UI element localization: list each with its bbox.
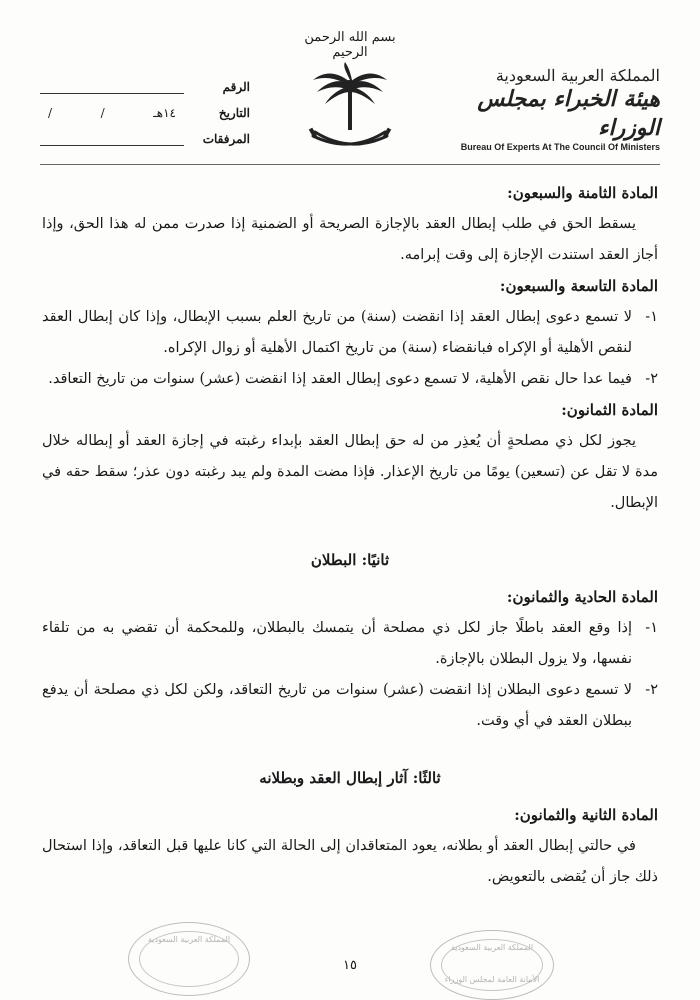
item-number: ٢- (645, 682, 658, 698)
item-number: ٢- (645, 371, 658, 387)
page-number: ١٥ (343, 958, 357, 973)
article-82-heading: المادة الثانية والثمانون: (514, 806, 658, 824)
header-divider (40, 164, 660, 165)
stamp-left-text: المملكة العربية السعودية (147, 935, 231, 944)
kingdom-name: المملكة العربية السعودية (495, 66, 660, 85)
saudi-emblem (298, 30, 402, 160)
ref-line (40, 79, 184, 94)
section-3-title: ثالثًا: آثار إبطال العقد وبطلانه (259, 769, 441, 787)
article-81-item-2 (42, 675, 658, 737)
date-sep-2: / (48, 106, 53, 120)
basmala: بسم الله الرحمن الرحيم (304, 30, 396, 60)
date-label: التاريخ (218, 106, 250, 120)
palm-swords-icon (305, 62, 395, 158)
attachments-row (40, 120, 250, 146)
document-body (42, 178, 658, 893)
stamp-right-text: المملكة العربية السعودية (450, 943, 534, 952)
bureau-name-english: Bureau Of Experts At The Council Of Ministers (460, 142, 660, 153)
item-text: فيما عدا حال نقص الأهلية، لا تسمع دعوى إبطال العقد إذا انقضت (عشر) سنوات من تاريخ التعاقد. (48, 371, 632, 387)
item-text: لا تسمع دعوى إبطال العقد إذا انقضت (سنة) من تاريخ العلم بسبب الإبطال، وإذا كان إبطال العقد لنقص الأهلية أو الإكراه فبانقضاء (سنة) من تاريخ اكتمال الأهلية أو زوال الإكراه. (42, 309, 632, 356)
article-80-heading: المادة الثمانون: (561, 401, 658, 419)
attachments-line (40, 131, 184, 146)
bureau-name-arabic: هيئة الخبراء بمجلس الوزراء (477, 86, 660, 141)
date-hijri-suffix: ١٤هـ (153, 106, 176, 120)
article-79-item-1 (42, 302, 658, 364)
article-79-item-2 (42, 364, 658, 395)
bureau-logo (460, 66, 660, 152)
section-2-title: ثانيًا: البطلان (310, 551, 390, 569)
article-81-heading: المادة الحادية والثمانون: (506, 588, 658, 606)
date-row (40, 94, 250, 120)
ref-label: الرقم (222, 80, 250, 94)
article-80-text: يجوز لكل ذي مصلحةٍ أن يُعذِر من له حق إبطال العقد بإبداء رغبته في إجازة العقد أو إبطاله خلال مدة لا تقل عن (تسعين) يومًا من تاريخ الإعذار. فإذا مضت المدة ولم يبد رغبته دون عذر؛ سقط حقه في الإبطال. (42, 433, 658, 511)
ref-row (40, 68, 250, 94)
article-82-text: في حالتي إبطال العقد أو بطلانه، يعود المتعاقدان إلى الحالة التي كانا عليها قبل التعاقد، وإذا استحال ذلك جاز أن يُقضى بالتعويض. (42, 838, 658, 885)
date-sep-1: / (100, 106, 105, 120)
item-number: ١- (645, 620, 658, 636)
stamp-right-bottom-text: الأمانة العامة لمجلس الوزراء (444, 975, 540, 984)
article-78-text: يسقط الحق في طلب إبطال العقد بالإجازة الصريحة أو الضمنية إذا صدرت ممن له هذا الحق، وإذا أجاز العقد استندت الإجازة إلى وقت إبرامه. (42, 216, 658, 263)
article-78-heading: المادة الثامنة والسبعون: (507, 184, 658, 202)
date-slot (40, 106, 184, 120)
article-79-heading: المادة التاسعة والسبعون: (499, 277, 658, 295)
article-81-item-1 (42, 613, 658, 675)
item-text: إذا وقع العقد باطلًا جاز لكل ذي مصلحة أن يتمسك بالبطلان، وللمحكمة أن تقضي به من تلقاء نفسها، ولا يزول البطلان بالإجازة. (42, 620, 632, 667)
attachments-label: المرفقات (202, 132, 250, 146)
item-text: لا تسمع دعوى البطلان إذا انقضت (عشر) سنوات من تاريخ التعاقد، ولكن لكل ذي مصلحة أن يدفع ببطلان العقد في أي وقت. (42, 682, 632, 729)
item-number: ١- (645, 309, 658, 325)
reference-block (40, 68, 250, 146)
